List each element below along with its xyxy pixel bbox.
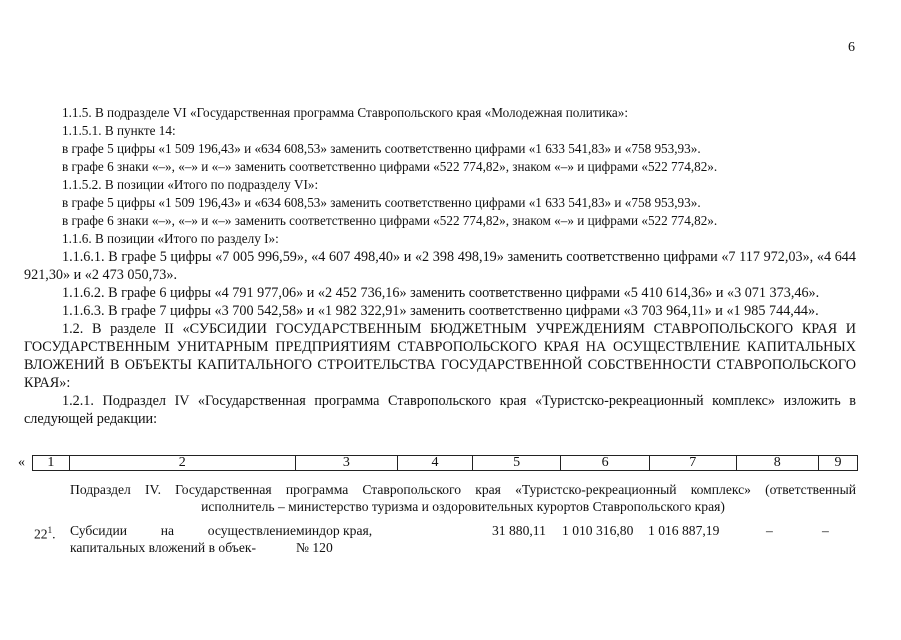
paragraph-col5-total: в графе 5 цифры «1 509 196,43» и «634 608,53» заменить соответственно цифрами «1 633 541,83» и «758 953,93». [62, 195, 701, 210]
paragraph-1-1-6-3: 1.1.6.3. В графе 7 цифры «3 700 542,58» и «1 982 322,91» заменить соответственно цифрами «3 703 964,11» и «1 985 744,44». [62, 303, 819, 319]
paragraph-1-1-5-1: 1.1.5.1. В пункте 14: [62, 123, 176, 138]
column-number-4: 4 [398, 456, 473, 471]
row-description-line-1: Субсидии на осуществление [70, 523, 296, 538]
column-number-6: 6 [561, 456, 650, 471]
row-description [70, 522, 296, 556]
subsection-heading-line-1: Подраздел IV. Государственная программа Ставропольского края «Туристско-рекреационный комплекс» (ответственный [70, 482, 856, 497]
paragraph-col5-item14: в графе 5 цифры «1 509 196,43» и «634 608,53» заменить соответственно цифрами «1 633 541,83» и «758 953,93». [62, 141, 701, 156]
column-number-2: 2 [69, 456, 295, 471]
column-number-7: 7 [649, 456, 736, 471]
opening-quote: « [18, 455, 25, 470]
row-number: $22^1$. [34, 525, 56, 542]
paragraph-1-1-6-2: 1.1.6.2. В графе 6 цифры «4 791 977,06» и «2 452 736,16» заменить соответственно цифрами «5 410 614,36» и «3 071 373,46». [62, 285, 820, 301]
paragraph-1-1-6-1: 1.1.6.1. В графе 5 цифры «7 005 996,59», «4 607 498,40» и «2 398 498,19» заменить соответственно цифрами «7 117 972,03», «4 644 921,30» и «2 473 050,73». [24, 249, 856, 283]
row-executor-line-1: миндор края, [296, 523, 373, 538]
column-number-1: 1 [33, 456, 70, 471]
column-number-5: 5 [472, 456, 561, 471]
row-value-col9: – [822, 523, 829, 538]
row-value-col5: 31 880,11 [492, 523, 546, 538]
subsection-heading [70, 481, 856, 515]
document-body [24, 104, 856, 428]
row-value-col6: 1 010 316,80 [562, 523, 634, 538]
paragraph-1-1-5: 1.1.5. В подразделе VI «Государственная программа Ставропольского края «Молодежная политика»: [62, 105, 629, 120]
row-description-line-2: капитальных вложений в объек- [70, 540, 256, 555]
paragraph-col6-item14: в графе 6 знаки «–», «–» и «–» заменить соответственно цифрами «522 774,82», знаком «–» и цифрами «522 774,82». [62, 159, 718, 174]
row-executor-line-2: № 120 [296, 540, 333, 555]
paragraph-1-2-1: 1.2.1. Подраздел IV «Государственная программа Ставропольского края «Туристско-рекреационный комплекс» изложить в следующей редакции: [24, 393, 856, 427]
column-number-table [32, 455, 858, 471]
page-number: 6 [848, 40, 855, 55]
column-number-3: 3 [295, 456, 397, 471]
paragraph-1-2: 1.2. В разделе II «СУБСИДИИ ГОСУДАРСТВЕННЫМ БЮДЖЕТНЫМ УЧРЕЖДЕНИЯМ СТАВРОПОЛЬСКОГО КРАЯ И ГОСУДАРСТВЕННЫМ УНИТАРНЫМ ПРЕДПРИЯТИЯМ СТАВРОПОЛЬСКОГО КРАЯ НА ОСУЩЕСТВЛЕНИЕ КАПИТАЛЬНЫХ ВЛОЖЕНИЙ В ОБЪЕКТЫ КАПИТАЛЬНОГО СТРОИТЕЛЬСТВА ГОСУДАРСТВЕННОЙ СОБСТВЕННОСТИ СТАВРОПОЛЬСКОГО КРАЯ»: [24, 321, 856, 391]
column-number-row [18, 454, 858, 472]
column-number-8: 8 [736, 456, 819, 471]
paragraph-1-1-5-2: 1.1.5.2. В позиции «Итого по подразделу VI»: [62, 177, 319, 192]
paragraph-1-1-6: 1.1.6. В позиции «Итого по разделу I»: [62, 231, 279, 246]
subsection-heading-line-2: исполнитель – министерство туризма и оздоровительных курортов Ставропольского края) [201, 499, 725, 514]
row-executor [296, 522, 396, 556]
row-value-col7: 1 016 887,19 [648, 523, 720, 538]
paragraph-col6-total: в графе 6 знаки «–», «–» и «–» заменить соответственно цифрами «522 774,82», знаком «–» и цифрами «522 774,82». [62, 213, 718, 228]
row-value-col8: – [766, 523, 773, 538]
column-number-9: 9 [819, 456, 858, 471]
